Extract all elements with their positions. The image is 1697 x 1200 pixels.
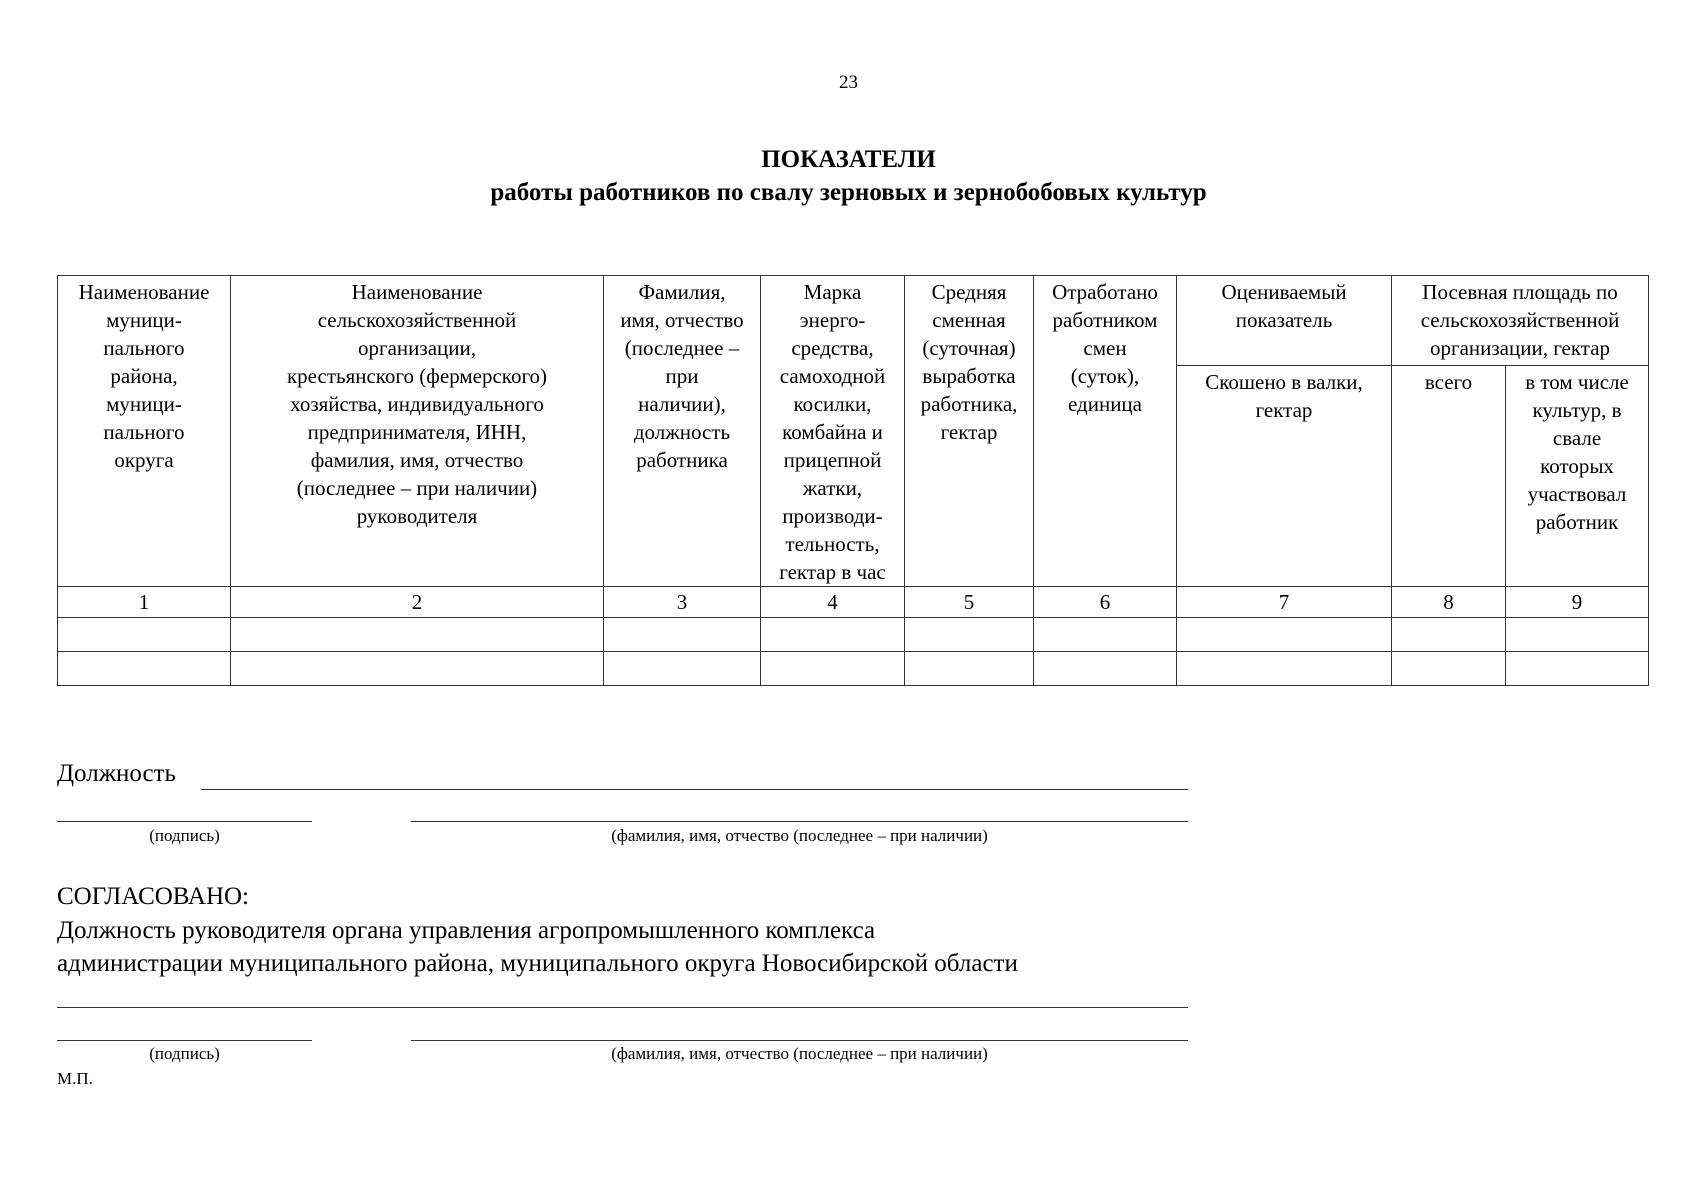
header-worker-name: Фамилия, имя, отчество (последнее – при наличии), должность работника	[604, 276, 761, 587]
header-machine-brand: Марка энерго- средства, самоходной косилки, комбайна и прицепной жатки, производи- тельность, гектар в час	[761, 276, 905, 587]
column-number: 6	[1034, 587, 1177, 618]
header-district: Наименование муници- пального района, муници- пального округа	[58, 276, 231, 587]
table-cell[interactable]	[1392, 652, 1506, 686]
column-number: 4	[761, 587, 905, 618]
approval-position-line1: Должность руководителя органа управления агропромышленного комплекса	[57, 917, 876, 944]
header-area-total: всего	[1392, 365, 1506, 586]
column-number: 9	[1506, 587, 1649, 618]
approval-position-fill-line[interactable]	[57, 1007, 1188, 1008]
table-cell[interactable]	[604, 618, 761, 652]
column-number: 5	[905, 587, 1034, 618]
approval-signature-caption: (подпись)	[149, 1044, 220, 1063]
column-numbers-row	[58, 587, 1649, 618]
stamp-mark: М.П.	[57, 1069, 93, 1088]
signature-line[interactable]	[57, 821, 312, 822]
approval-signature-line[interactable]	[57, 1040, 312, 1041]
table-cell[interactable]	[905, 652, 1034, 686]
table-cell[interactable]	[1034, 652, 1177, 686]
column-number: 1	[58, 587, 231, 618]
approval-heading: СОГЛАСОВАНО:	[57, 883, 250, 910]
indicators-table	[57, 275, 1649, 686]
table-cell[interactable]	[905, 618, 1034, 652]
document-title	[0, 144, 1697, 210]
header-average-output: Средняя сменная (суточная) выработка работника, гектар	[905, 276, 1034, 587]
column-number: 3	[604, 587, 761, 618]
table-cell[interactable]	[1177, 618, 1392, 652]
position-label: Должность	[57, 760, 176, 787]
column-number: 8	[1392, 587, 1506, 618]
table-cell[interactable]	[231, 618, 604, 652]
approval-position-line2: администрации муниципального района, муниципального округа Новосибирской области	[57, 950, 1018, 977]
table-cell[interactable]	[58, 652, 231, 686]
approval-full-name-caption: (фамилия, имя, отчество (последнее – при наличии)	[611, 1044, 988, 1063]
table-cell[interactable]	[1177, 652, 1392, 686]
table-cell[interactable]	[604, 652, 761, 686]
table-cell[interactable]	[1506, 652, 1649, 686]
position-line[interactable]	[201, 789, 1188, 790]
column-number: 2	[231, 587, 604, 618]
signature-caption: (подпись)	[149, 826, 220, 845]
header-mowed-in-swaths: Скошено в валки, гектар	[1177, 365, 1392, 586]
table-row	[58, 652, 1649, 686]
page-number: 23	[839, 72, 858, 93]
table-cell[interactable]	[231, 652, 604, 686]
table-cell[interactable]	[1034, 618, 1177, 652]
full-name-caption: (фамилия, имя, отчество (последнее – при наличии)	[611, 826, 988, 845]
table-row	[58, 618, 1649, 652]
table-cell[interactable]	[761, 618, 905, 652]
table-cell[interactable]	[58, 618, 231, 652]
header-shifts-worked: Отработано работником смен (суток), единица	[1034, 276, 1177, 587]
table-cell[interactable]	[1506, 618, 1649, 652]
header-evaluated-indicator: Оцениваемый показатель	[1177, 276, 1392, 366]
table-cell[interactable]	[1392, 618, 1506, 652]
approval-full-name-line[interactable]	[411, 1040, 1188, 1041]
title-main: ПОКАЗАТЕЛИ	[761, 146, 936, 173]
header-area-worker-crops: в том числе культур, в свале которых участвовал работник	[1506, 365, 1649, 586]
header-sown-area: Посевная площадь по сельскохозяйственной организации, гектар	[1392, 276, 1649, 366]
header-organization: Наименование сельскохозяйственной организации, крестьянского (фермерского) хозяйства, индивидуального предпринимателя, ИНН, фамилия, имя, отчество (последнее – при наличии) руководителя	[231, 276, 604, 587]
title-subtitle: работы работников по свалу зерновых и зернобобовых культур	[490, 179, 1207, 206]
column-number: 7	[1177, 587, 1392, 618]
full-name-line[interactable]	[411, 821, 1188, 822]
table-cell[interactable]	[761, 652, 905, 686]
